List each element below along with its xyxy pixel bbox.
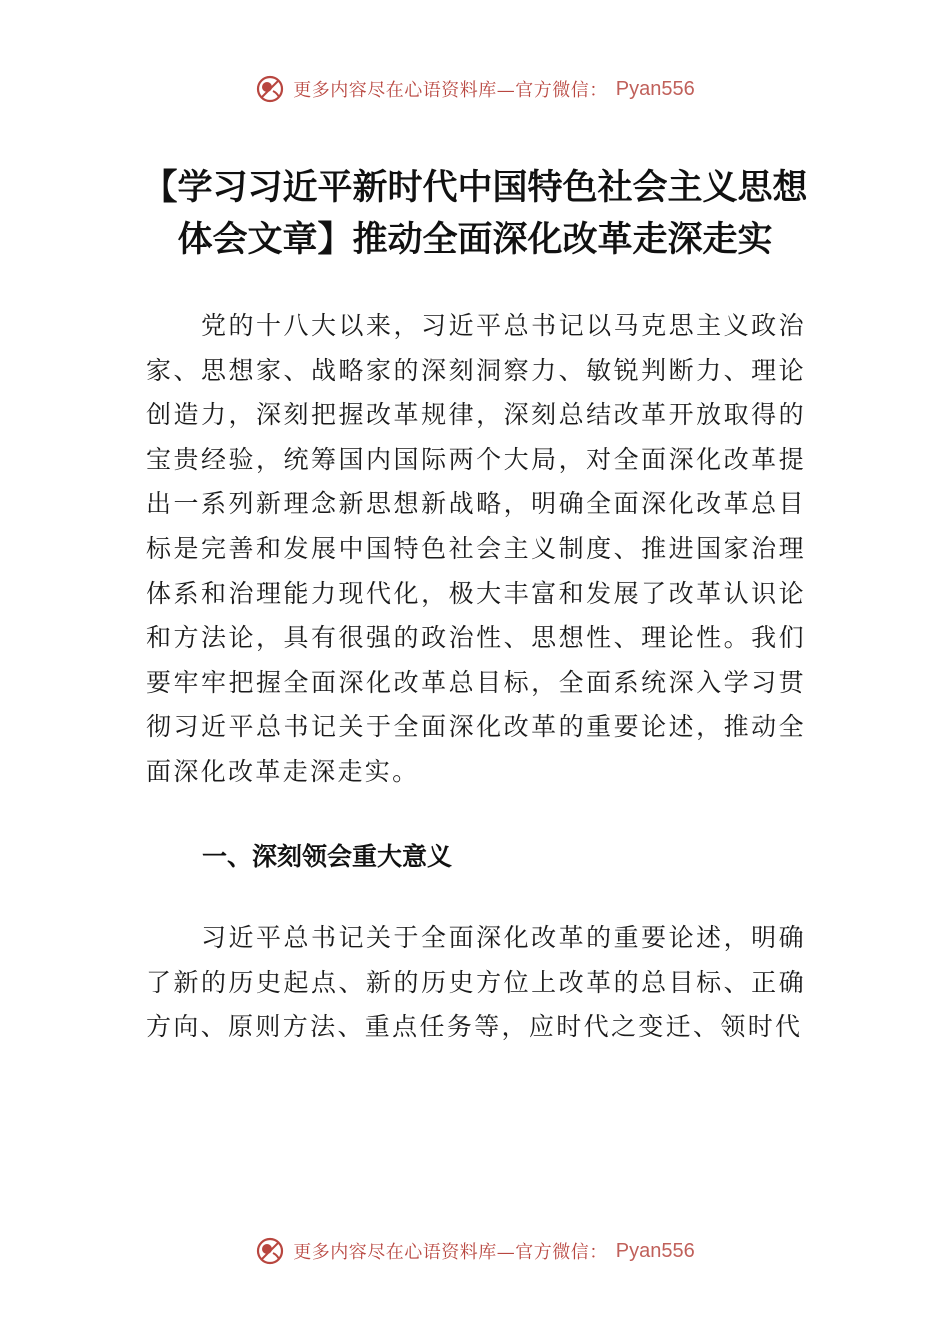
- paragraph-intro: 党的十八大以来，习近平总书记以马克思主义政治家、思想家、战略家的深刻洞察力、敏锐判断力、理论创造力，深刻把握改革规律，深刻总结改革开放取得的宝贵经验，统筹国内国际两个大局，对全面深化改革提出一系列新理念新思想新战略，明确全面深化改革总目标是完善和发展中国特色社会主义制度、推进国家治理体系和治理能力现代化，极大丰富和发展了改革认识论和方法论，具有很强的政治性、思想性、理论性。我们要牢牢把握全面深化改革总目标，全面系统深入学习贯彻习近平总书记关于全面深化改革的重要论述，推动全面深化改革走深走实。: [146, 311, 806, 786]
- watermark-text: 更多内容尽在心语资料库—官方微信：: [293, 80, 608, 101]
- logo-icon: [255, 74, 285, 104]
- paragraph-section-1: 习近平总书记关于全面深化改革的重要论述，明确了新的历史起点、新的历史方位上改革的总目标、正确方向、原则方法、重点任务等，应时代之变迁、领时代: [146, 923, 806, 1042]
- document-title: 【学习习近平新时代中国特色社会主义思想体会文章】推动全面深化改革走深走实: [142, 168, 808, 260]
- logo-icon: [255, 1236, 285, 1266]
- watermark-text: 更多内容尽在心语资料库—官方微信：: [293, 1242, 608, 1263]
- watermark-header: [0, 74, 950, 104]
- section-heading: 一、深刻领会重大意义: [202, 842, 453, 871]
- watermark-footer: [0, 1236, 950, 1266]
- watermark-wechat-id: Pyan556: [615, 1239, 695, 1262]
- watermark-wechat-id: Pyan556: [615, 77, 695, 100]
